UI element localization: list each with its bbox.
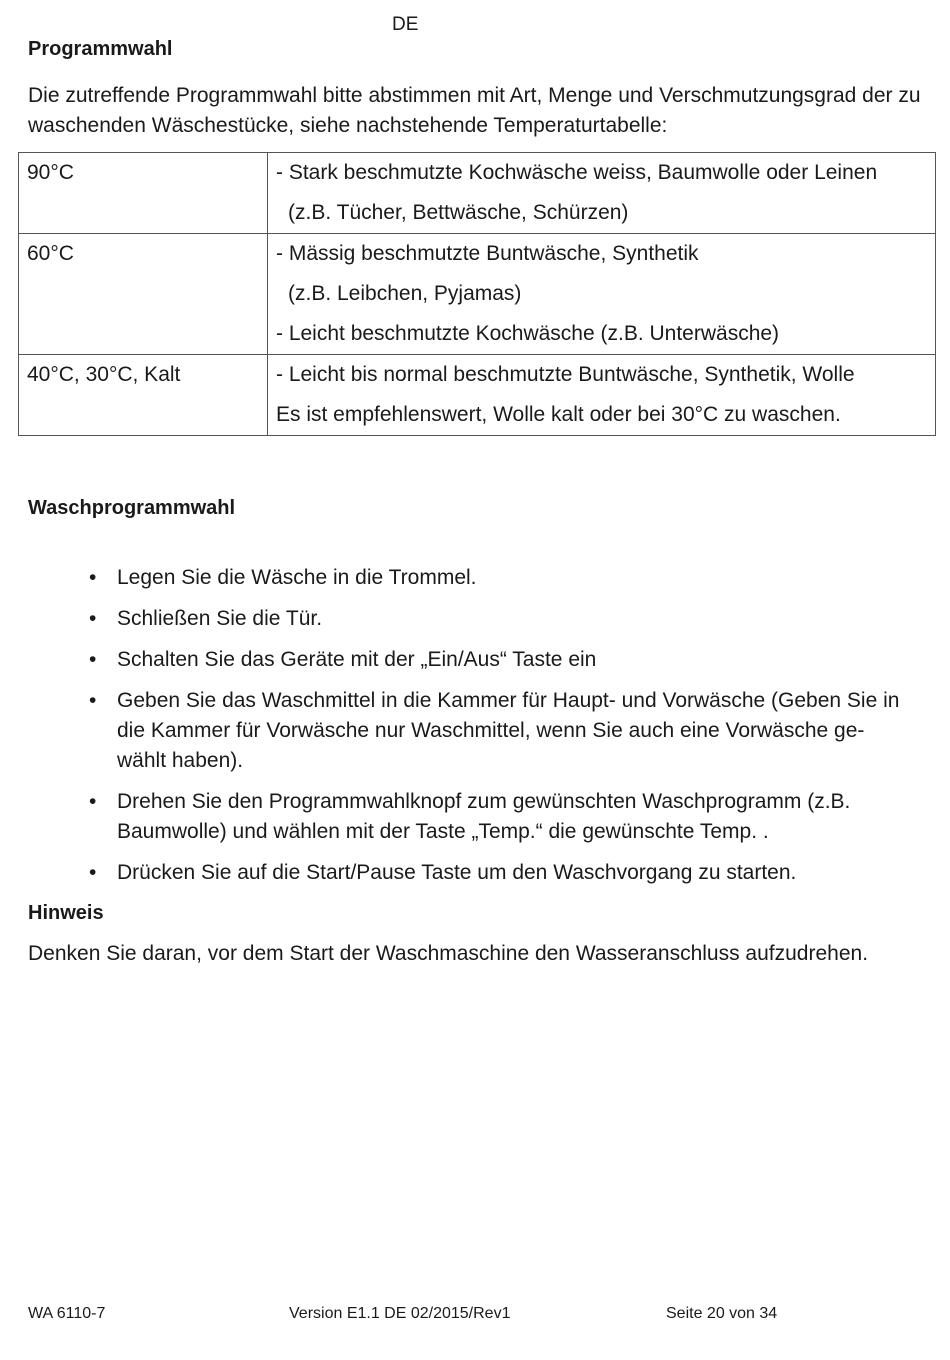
temp-cell: 60°C bbox=[19, 234, 268, 355]
language-code: DE bbox=[392, 14, 419, 35]
description-line: (z.B. Tücher, Bettwäsche, Schürzen) bbox=[288, 201, 629, 224]
description-line: - Leicht bis normal beschmutzte Buntwäsche, Synthetik, Wolle bbox=[276, 363, 855, 386]
bullet-icon: • bbox=[89, 648, 97, 671]
temp-cell: 90°C bbox=[19, 153, 268, 234]
list-item bbox=[0, 858, 930, 888]
description-line: (z.B. Leibchen, Pyjamas) bbox=[288, 282, 522, 305]
table-row bbox=[19, 355, 936, 436]
footer-page-number: Seite 20 von 34 bbox=[666, 1305, 778, 1322]
bullet-icon: • bbox=[89, 861, 97, 884]
step-text: Legen Sie die Wäsche in die Trommel. bbox=[117, 566, 477, 589]
list-item bbox=[0, 604, 930, 634]
description-line: - Mässig beschmutzte Buntwäsche, Synthetik bbox=[276, 242, 699, 265]
intro-paragraph: Die zutreffende Programmwahl bitte abstimmen mit Art, Menge und Verschmutzungsgrad der zu waschenden Wäschestücke, siehe nachstehende Temperaturtabelle: bbox=[28, 84, 921, 137]
step-text: Drücken Sie auf die Start/Pause Taste um den Waschvorgang zu starten. bbox=[117, 861, 797, 884]
list-item bbox=[0, 787, 930, 847]
bullet-icon: • bbox=[89, 790, 97, 813]
step-text: Schalten Sie das Geräte mit der „Ein/Aus“ Taste ein bbox=[117, 648, 597, 671]
description-cell bbox=[268, 153, 936, 234]
bullet-icon: • bbox=[89, 607, 97, 630]
section-title-hinweis: Hinweis bbox=[28, 902, 104, 924]
bullet-icon: • bbox=[89, 566, 97, 589]
step-text: Geben Sie das Waschmittel in die Kammer für Haupt- und Vorwäsche (Geben Sie in die Kammer für Vorwäsche nur Waschmittel, wenn Sie auch eine Vorwäsche ge-wählt haben). bbox=[117, 689, 900, 772]
table-row bbox=[19, 153, 936, 234]
description-line: Es ist empfehlenswert, Wolle kalt oder bei 30°C zu waschen. bbox=[276, 403, 841, 426]
footer-version: Version E1.1 DE 02/2015/Rev1 bbox=[289, 1305, 511, 1322]
list-item bbox=[0, 563, 930, 593]
temperature-table bbox=[18, 152, 936, 436]
footer-model: WA 6110-7 bbox=[28, 1305, 106, 1322]
list-item bbox=[0, 645, 930, 675]
description-cell bbox=[268, 234, 936, 355]
temp-cell: 40°C, 30°C, Kalt bbox=[19, 355, 268, 436]
steps-list bbox=[0, 563, 930, 899]
section-title-programmwahl: Programmwahl bbox=[28, 38, 173, 60]
step-text: Schließen Sie die Tür. bbox=[117, 607, 323, 630]
description-cell bbox=[268, 355, 936, 436]
description-line: - Stark beschmutzte Kochwäsche weiss, Baumwolle oder Leinen bbox=[276, 161, 878, 184]
list-item bbox=[0, 686, 930, 776]
table-row bbox=[19, 234, 936, 355]
step-text: Drehen Sie den Programmwahlknopf zum gewünschten Waschprogramm (z.B. Baumwolle) und wählen mit der Taste „Temp.“ die gewünschte Temp. . bbox=[117, 790, 851, 843]
section-title-waschprogrammwahl: Waschprogrammwahl bbox=[28, 497, 236, 519]
description-line: - Leicht beschmutzte Kochwäsche (z.B. Unterwäsche) bbox=[276, 322, 780, 345]
bullet-icon: • bbox=[89, 689, 97, 712]
note-paragraph: Denken Sie daran, vor dem Start der Waschmaschine den Wasseranschluss aufzudrehen. bbox=[28, 942, 869, 965]
